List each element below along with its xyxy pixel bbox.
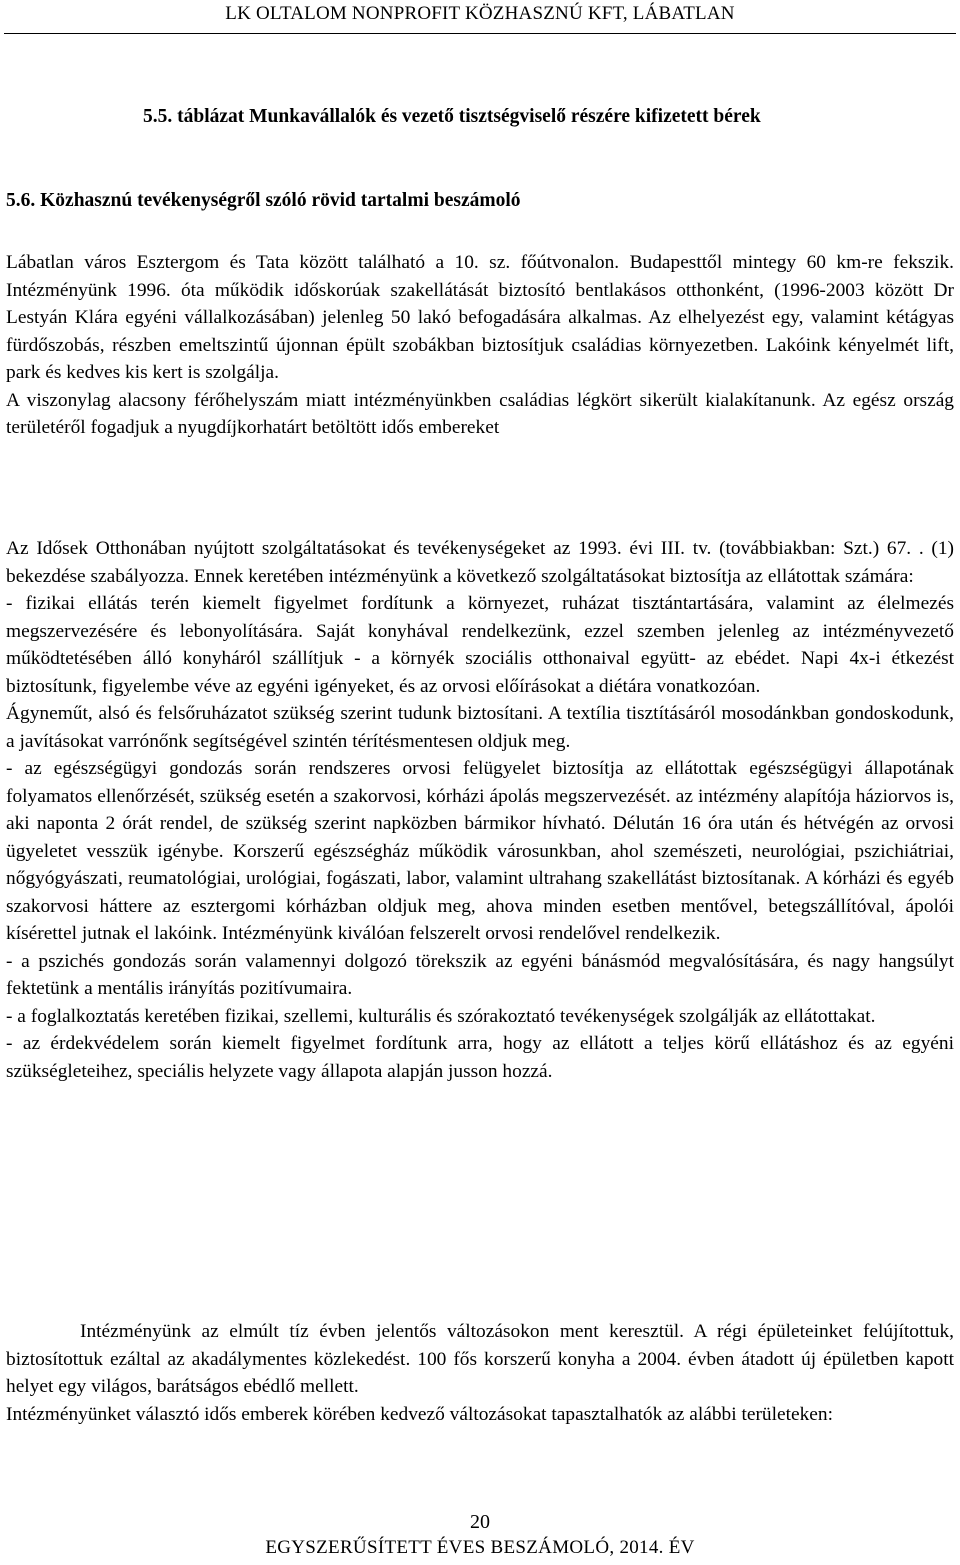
list-item: - fizikai ellátás terén kiemelt figyelmet fordítunk a környezet, ruházat tisztántartására, valamint az élelmezés megszervezésére és lebonyolítására. Saját konyhával rendelkezünk, ezzel szemben jelenleg az intézményvezető működtetésében álló konyháról szállítjuk - a környék szociális otthonaival együtt- az ebédet. Napi 4x-i étkezést biztosítunk, figyelembe véve az egyéni igényeket, és az orvosi előírásokat a diétára vonatkozóan. <box>6 593 954 697</box>
paragraph: A viszonylag alacsony férőhelyszám miatt intézményünkben családias légkört sikerült kialakítanunk. Az egész ország területéről fogadjuk a nyugdíjkorhatárt betöltött idős embereket <box>6 389 954 438</box>
header-divider <box>4 33 956 34</box>
paragraph: Az Idősek Otthonában nyújtott szolgáltatásokat és tevékenységeket az 1993. évi III. tv. (továbbiakban: Szt.) 67. . (1) bekezdése szabályozza. Ennek keretében intézményünk a következő szolgáltatásokat biztosítja az ellátottak számára: <box>6 538 954 587</box>
heading-5-5: 5.5. táblázat Munkavállalók és vezető tisztségviselő részére kifizetett bérek <box>143 106 761 127</box>
document-header: LK OLTALOM NONPROFIT KÖZHASZNÚ KFT, LÁBATLAN <box>225 3 735 24</box>
list-item: - a foglalkoztatás keretében fizikai, szellemi, kulturális és szórakoztató tevékenységek szolgálják az ellátottakat. <box>6 1005 876 1027</box>
paragraph: Ágyneműt, alsó és felsőruházatot szükség szerint tudunk biztosítani. A textília tisztításáról mosodánkban gondoskodunk, a javításokat varrónőnk segítségével szintén térítésmentesen oldjuk meg. <box>6 703 954 752</box>
intro-section <box>6 249 954 442</box>
list-item: - az érdekvédelem során kiemelt figyelmet fordítunk arra, hogy az ellátott a teljes körű ellátáshoz és az egyéni szükségleteihez, speciális helyzete vagy állapota alapján jusson hozzá. <box>6 1033 954 1082</box>
paragraph: Intézményünk az elmúlt tíz évben jelentős változásokon ment keresztül. A régi épületeinket felújítottuk, biztosítottuk ezáltal az akadálymentes közlekedést. 100 fős korszerű konyha a 2004. évben átadott új épületben kapott helyet egy világos, barátságos ebédlő mellett. <box>6 1321 954 1397</box>
paragraph: Intézményünket választó idős emberek körében kedvező változásokat tapasztalhatók az alábbi területeken: <box>6 1403 833 1425</box>
document-footer: EGYSZERŰSÍTETT ÉVES BESZÁMOLÓ, 2014. ÉV <box>265 1537 695 1558</box>
heading-5-6: 5.6. Közhasznú tevékenységről szóló rövid tartalmi beszámoló <box>6 190 521 211</box>
changes-section <box>6 1318 954 1428</box>
paragraph: Lábatlan város Esztergom és Tata között található a 10. sz. főútvonalon. Budapesttől mintegy 60 km-re fekszik. Intézményünk 1996. óta működik időskorúak szakellátását biztosító bentlakásos otthonként, (1996-2003 között Dr Lestyán Klára egyéni vállalkozásában) jelenleg 50 lakó befogadására alkalmas. Az elhelyezést egy, valamint kétágyas fürdőszobás, részben emeltszintű újonnan épült szobákban biztosítjuk családias környezetben. Lakóink kényelmét lift, park és kedves kis kert is szolgálja. <box>6 252 954 383</box>
list-item: - a pszichés gondozás során valamennyi dolgozó törekszik az egyéni bánásmód megvalósítására, és nagy hangsúlyt fektetünk a mentális irányítás pozitívumaira. <box>6 950 954 999</box>
list-item: - az egészségügyi gondozás során rendszeres orvosi felügyelet biztosítja az ellátottak egészségügyi állapotának folyamatos ellenőrzését, szükség esetén a szakorvosi, kórházi ápolás megszervezését. az intézmény alapítója háziorvos is, aki naponta 2 órát rendel, de szükség szerint napközben bármikor hívható. Délután 16 óra után és hétvégén az orvosi ügyeletet vesszük igénybe. Korszerű egészségház működik városunkban, ahol szemészeti, neurológiai, pszichiátriai, nőgyógyászati, reumatológiai, urológiai, fogászati, labor, valamint ultrahang szakellátást biztosítanak. A kórházi és egyéb szakorvosi háttere az esztergomi kórházban oldjuk meg, ahova minden esetben mentővel, betegszállítóval, ápolói kísérettel jutnak el lakóink. Intézményünk kiválóan felszerelt orvosi rendelővel rendelkezik. <box>6 758 954 944</box>
services-section <box>6 535 954 1085</box>
page-number: 20 <box>470 1511 490 1533</box>
